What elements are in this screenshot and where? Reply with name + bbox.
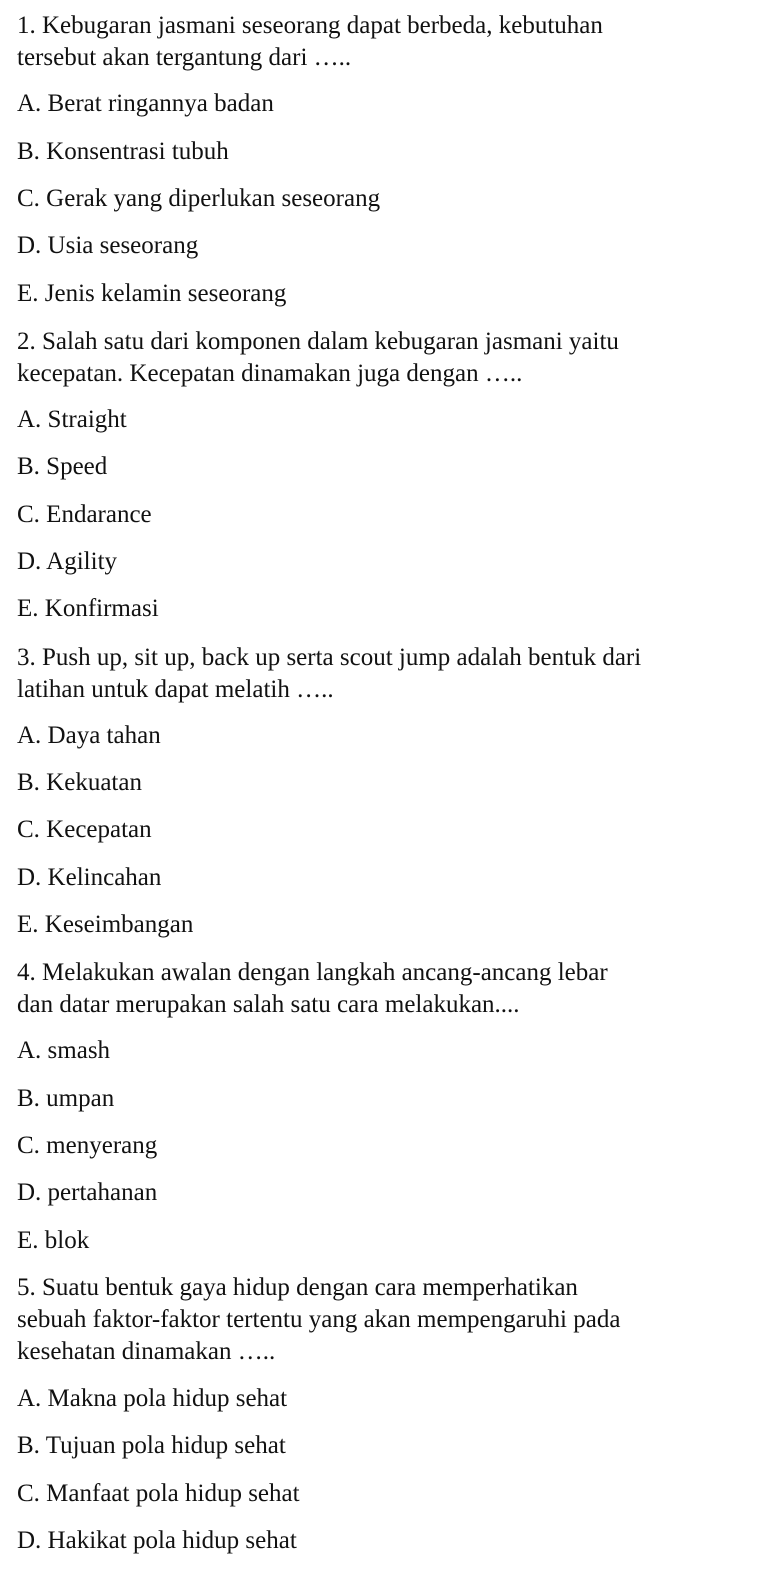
question-1-stem-line-1: 1. Kebugaran jasmani seseorang dapat berbeda, kebutuhan [17,12,603,39]
question-4-stem-line-1: 4. Melakukan awalan dengan langkah ancang-ancang lebar [17,959,608,986]
question-2-option-a: A. Straight [17,406,127,433]
question-2-option-b: B. Speed [17,453,108,480]
question-1-stem-line-2: tersebut akan tergantung dari ….. [17,44,352,71]
question-4-stem-line-2: dan datar merupakan salah satu cara melakukan.... [17,991,520,1018]
question-5-option-a: A. Makna pola hidup sehat [17,1385,288,1412]
question-5-stem-line-1: 5. Suatu bentuk gaya hidup dengan cara memperhatikan [17,1274,578,1301]
question-1-option-e: E. Jenis kelamin seseorang [17,280,287,307]
question-5-option-d: D. Hakikat pola hidup sehat [17,1527,297,1554]
question-1-option-c: C. Gerak yang diperlukan seseorang [17,185,381,212]
question-2-stem-line-2: kecepatan. Kecepatan dinamakan juga dengan ….. [17,360,523,387]
question-3-option-c: C. Kecepatan [17,816,152,843]
question-3-option-b: B. Kekuatan [17,769,142,796]
question-2-option-d: D. Agility [17,548,118,575]
question-1-option-b: B. Konsentrasi tubuh [17,138,229,165]
question-4-option-d: D. pertahanan [17,1179,158,1206]
question-5-stem-line-2: sebuah faktor-faktor tertentu yang akan mempengaruhi pada [17,1306,621,1333]
question-1-option-a: A. Berat ringannya badan [17,90,274,117]
question-3-option-a: A. Daya tahan [17,722,161,749]
question-5-stem-line-3: kesehatan dinamakan ….. [17,1338,276,1365]
question-3-stem-line-1: 3. Push up, sit up, back up serta scout jump adalah bentuk dari [17,644,642,671]
question-5-option-b: B. Tujuan pola hidup sehat [17,1432,286,1459]
question-3-option-d: D. Kelincahan [17,864,162,891]
question-4-option-e: E. blok [17,1227,90,1254]
question-2-option-e: E. Konfirmasi [17,595,159,622]
question-2-stem-line-1: 2. Salah satu dari komponen dalam kebugaran jasmani yaitu [17,328,619,355]
question-4-option-c: C. menyerang [17,1132,158,1159]
question-4-option-a: A. smash [17,1037,111,1064]
question-3-option-e: E. Keseimbangan [17,911,194,938]
question-4-option-b: B. umpan [17,1085,115,1112]
question-2-option-c: C. Endarance [17,501,152,528]
question-5-option-c: C. Manfaat pola hidup sehat [17,1480,300,1507]
question-1-option-d: D. Usia seseorang [17,232,199,259]
question-3-stem-line-2: latihan untuk dapat melatih ….. [17,676,334,703]
